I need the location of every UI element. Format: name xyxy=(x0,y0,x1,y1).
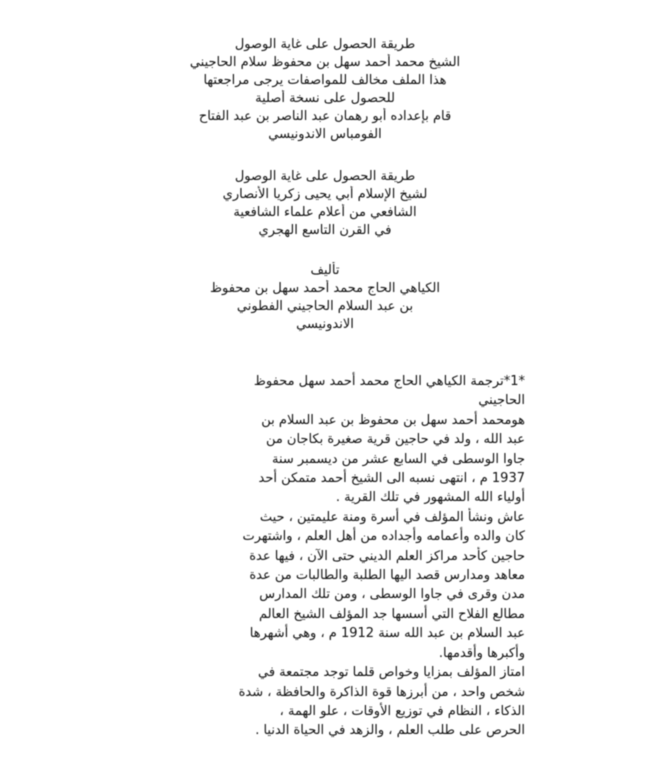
title-line: الفومباس الاندونيسي xyxy=(268,127,382,142)
author-line: تأليف xyxy=(310,263,340,278)
body-line: *1*ترجمة الكياهي الحاج محمد أحمد سهل محفوظ xyxy=(253,374,525,389)
title-line: طريقة الحصول على غاية الوصول xyxy=(234,37,416,52)
biography-body xyxy=(130,372,525,741)
book-title-line: الشافعي من أعلام علماء الشافعية xyxy=(233,205,417,220)
body-line: مدن وقرى في جاوا الوسطى ، ومن تلك المدارس xyxy=(259,587,525,603)
book-title-line: طريقة الحصول على غاية الوصول xyxy=(234,169,416,184)
book-title-line: في القرن التاسع الهجري xyxy=(258,223,392,238)
body-line: هومحمد أحمد سهل بن محفوظ بن عبد السلام بن xyxy=(261,412,525,428)
title-line: هذا الملف مخالف للمواصفات يرجى مراجعتها xyxy=(203,73,447,88)
body-line: معاهد ومدارس قصد اليها الطلبة والطالبات من عدة xyxy=(249,568,525,584)
author-line: الكياهي الحاج محمد أحمد سهل بن محفوظ xyxy=(209,281,441,296)
title-line: الشيخ محمد أحمد سهل بن محفوظ سلام الحاجيني xyxy=(189,55,461,70)
author-block xyxy=(100,262,550,334)
title-block xyxy=(100,36,550,144)
body-line: الذكاء ، النظام في توزيع الأوقات ، علو الهمة ، xyxy=(279,703,525,719)
body-line: مطالع الفلاح التي أسسها جد المؤلف الشيخ العالم xyxy=(258,606,525,622)
body-line: جاوا الوسطى في السابع عشر من ديسمبر سنة xyxy=(272,451,525,467)
book-title-block xyxy=(100,168,550,240)
title-line: قام بإعداده أبو رهمان عبد الناصر بن عبد الفتاح xyxy=(198,109,452,124)
body-line: وأكبرها وأقدمها. xyxy=(438,645,525,661)
body-line: عاش ونشأ المؤلف في أسرة ومنة عليمتين ، حيث xyxy=(259,509,525,525)
body-line: شخص واحد ، من أبرزها قوة الذاكرة والحافظة ، شدة xyxy=(238,684,525,700)
body-line: عبد الله ، ولد في حاجين قرية صغيرة بكاجان من xyxy=(265,432,525,448)
book-title-line: لشيخ الإسلام أبي يحيى زكريا الأنصاري xyxy=(222,187,428,202)
body-line: حاجين كأحد مراكز العلم الديني حتى الآن ، فيها عدة xyxy=(249,548,525,564)
author-line: الاندونيسي xyxy=(296,317,354,332)
body-line: الحاجيني xyxy=(478,393,525,409)
body-line: كان والده وأعمامه وأجداده من أهل العلم ، واشتهرت xyxy=(242,529,525,545)
body-line: امتاز المؤلف بمزايا وخواص قلما توجد مجتمعة في xyxy=(257,665,525,681)
title-line: للحصول على نسخة أصلية xyxy=(255,91,395,106)
body-line: 1937 م ، انتهى نسبه الى الشيخ أحمد متمكن أحد xyxy=(258,471,525,487)
author-line: بن عبد السلام الحاجيني الفطوني xyxy=(236,299,414,314)
body-line: أولياء الله المشهور في تلك القرية . xyxy=(335,490,525,506)
body-line: عبد السلام بن عبد الله سنة 1912 م ، وهي أشهرها xyxy=(249,626,525,642)
body-line: الحرص على طلب العلم ، والزهد في الحياة الدنيا . xyxy=(255,723,525,739)
